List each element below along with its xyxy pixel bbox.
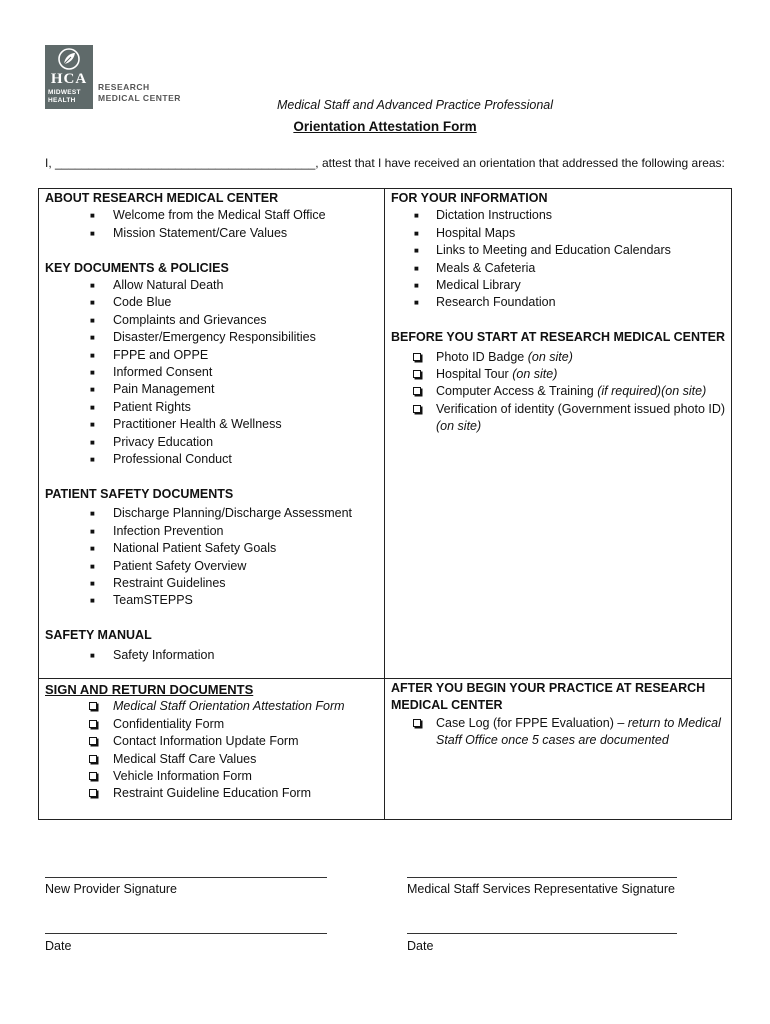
checkbox-icon[interactable] — [413, 405, 421, 413]
list-item: ■ Code Blue — [45, 294, 380, 311]
list-item: ■ Welcome from the Medical Staff Office — [45, 207, 380, 224]
about-list — [45, 207, 380, 242]
checklist-item[interactable]: Restraint Guideline Education Form — [45, 785, 380, 802]
list-item: ■ Allow Natural Death — [45, 277, 380, 294]
list-item: ■ Medical Library — [391, 277, 729, 294]
checkbox-icon[interactable] — [89, 737, 97, 745]
logo-health: HEALTH — [48, 97, 76, 104]
info-list — [391, 207, 729, 311]
row-divider — [38, 678, 732, 679]
list-item: ■ Research Foundation — [391, 294, 729, 311]
checkbox-icon[interactable] — [89, 702, 97, 710]
bullet-icon: ■ — [414, 246, 419, 256]
list-item: ■ Meals & Cafeteria — [391, 260, 729, 277]
checkbox-icon[interactable] — [413, 370, 421, 378]
safety-manual-list — [45, 647, 380, 664]
list-item: ■ Infection Prevention — [45, 523, 380, 540]
logo-line-2: MEDICAL CENTER — [98, 93, 181, 103]
list-item: ■ Discharge Planning/Discharge Assessment — [45, 505, 380, 522]
key-docs-list — [45, 277, 380, 468]
bullet-icon: ■ — [90, 650, 95, 660]
right-top-cell — [391, 190, 729, 436]
info-heading: FOR YOUR INFORMATION — [391, 191, 548, 205]
checkbox-icon[interactable] — [89, 755, 97, 763]
checklist-item[interactable]: Contact Information Update Form — [45, 733, 380, 750]
provider-signature-label: New Provider Signature — [45, 882, 178, 896]
left-top-cell — [45, 190, 380, 664]
logo-hca-text: HCA — [50, 71, 88, 87]
list-item: ■ Patient Safety Overview — [45, 558, 380, 575]
bullet-icon: ■ — [90, 333, 95, 343]
checklist-item[interactable]: Vehicle Information Form — [45, 768, 380, 785]
form-subtitle: Medical Staff and Advanced Practice Professional — [276, 98, 554, 112]
form-title: Orientation Attestation Form — [293, 119, 477, 134]
key-docs-heading: KEY DOCUMENTS & POLICIES — [45, 260, 229, 275]
bullet-icon: ■ — [90, 420, 95, 430]
leaf-icon — [58, 48, 80, 70]
list-item: ■ Practitioner Health & Wellness — [45, 416, 380, 433]
bullet-icon: ■ — [90, 578, 95, 588]
rep-date-label: Date — [407, 939, 434, 953]
bullet-icon: ■ — [90, 228, 95, 238]
list-item: ■ Privacy Education — [45, 434, 380, 451]
list-item: ■ FPPE and OPPE — [45, 347, 380, 364]
list-item: ■ Mission Statement/Care Values — [45, 225, 380, 242]
checklist-item[interactable]: Hospital Tour (on site) — [391, 366, 729, 383]
list-item: ■ Safety Information — [45, 647, 380, 664]
patient-safety-heading: PATIENT SAFETY DOCUMENTS — [45, 486, 234, 501]
right-bottom-cell — [391, 680, 729, 750]
list-item: ■ Dictation Instructions — [391, 207, 729, 224]
checkbox-icon[interactable] — [413, 719, 421, 727]
about-heading: ABOUT RESEARCH MEDICAL CENTER — [45, 191, 279, 205]
provider-date-label: Date — [45, 939, 72, 953]
bullet-icon: ■ — [90, 368, 95, 378]
bullet-icon: ■ — [90, 402, 95, 412]
safety-manual-heading: SAFETY MANUAL — [45, 628, 152, 643]
bullet-icon: ■ — [90, 509, 95, 519]
rep-signature-line[interactable] — [407, 877, 677, 878]
checklist-item[interactable]: Computer Access & Training (if required)(on site) — [391, 383, 729, 400]
bullet-icon: ■ — [90, 350, 95, 360]
list-item: ■ Disaster/Emergency Responsibilities — [45, 329, 380, 346]
bullet-icon: ■ — [90, 298, 95, 308]
bullet-icon: ■ — [90, 211, 95, 221]
bullet-icon: ■ — [90, 544, 95, 554]
checklist-item[interactable]: Medical Staff Care Values — [45, 751, 380, 768]
bullet-icon: ■ — [414, 298, 419, 308]
attestation-statement: I, _______________________________________, attest that I have received an orientation that addressed the following areas: — [45, 156, 725, 170]
checkbox-icon[interactable] — [89, 772, 97, 780]
list-item: ■ TeamSTEPPS — [45, 592, 380, 609]
provider-signature-line[interactable] — [45, 877, 327, 878]
bullet-icon: ■ — [90, 561, 95, 571]
list-item: ■ Links to Meeting and Education Calendars — [391, 242, 729, 259]
checklist-item[interactable]: Photo ID Badge (on site) — [391, 349, 729, 366]
sign-return-heading: SIGN AND RETURN DOCUMENTS — [45, 682, 254, 697]
bullet-icon: ■ — [414, 228, 419, 238]
checklist-item[interactable]: Verification of identity (Government issued photo ID) (on site) — [391, 401, 736, 436]
list-item: ■ Hospital Maps — [391, 225, 729, 242]
checkbox-icon[interactable] — [413, 387, 421, 395]
bullet-icon: ■ — [90, 596, 95, 606]
provider-date-line[interactable] — [45, 933, 327, 934]
column-divider — [384, 188, 385, 820]
after-begin-heading-1: AFTER YOU BEGIN YOUR PRACTICE AT RESEARCH — [391, 681, 706, 695]
list-item: ■ Restraint Guidelines — [45, 575, 380, 592]
left-bottom-cell — [45, 681, 380, 803]
list-item: ■ National Patient Safety Goals — [45, 540, 380, 557]
bullet-icon: ■ — [414, 211, 419, 221]
checkbox-icon[interactable] — [413, 353, 421, 361]
bullet-icon: ■ — [90, 455, 95, 465]
bullet-icon: ■ — [414, 263, 419, 273]
bullet-icon: ■ — [90, 281, 95, 291]
bullet-icon: ■ — [90, 526, 95, 536]
bullet-icon: ■ — [90, 385, 95, 395]
bullet-icon: ■ — [90, 437, 95, 447]
after-begin-heading-2: MEDICAL CENTER — [391, 698, 503, 713]
before-start-heading: BEFORE YOU START AT RESEARCH MEDICAL CENTER — [391, 330, 726, 345]
checklist-item[interactable]: Medical Staff Orientation Attestation Form — [45, 698, 380, 715]
rep-date-line[interactable] — [407, 933, 677, 934]
list-item: ■ Professional Conduct — [45, 451, 380, 468]
sign-return-list — [45, 698, 380, 802]
before-start-list — [391, 349, 729, 436]
logo-line-1: RESEARCH — [98, 82, 150, 92]
list-item: ■ Pain Management — [45, 381, 380, 398]
checkbox-icon[interactable] — [89, 720, 97, 728]
bullet-icon: ■ — [414, 281, 419, 291]
bullet-icon: ■ — [90, 315, 95, 325]
after-begin-list — [391, 715, 729, 750]
list-item: ■ Informed Consent — [45, 364, 380, 381]
rep-signature-label: Medical Staff Services Representative Signature — [407, 882, 675, 896]
checklist-item[interactable]: Confidentiality Form — [45, 716, 380, 733]
patient-safety-list — [45, 505, 380, 609]
logo-midwest: MIDWEST — [48, 89, 81, 96]
list-item: ■ Complaints and Grievances — [45, 312, 380, 329]
checkbox-icon[interactable] — [89, 789, 97, 797]
list-item: ■ Patient Rights — [45, 399, 380, 416]
checklist-item[interactable]: Case Log (for FPPE Evaluation) – return to Medical Staff Office once 5 cases are documented — [391, 715, 736, 750]
